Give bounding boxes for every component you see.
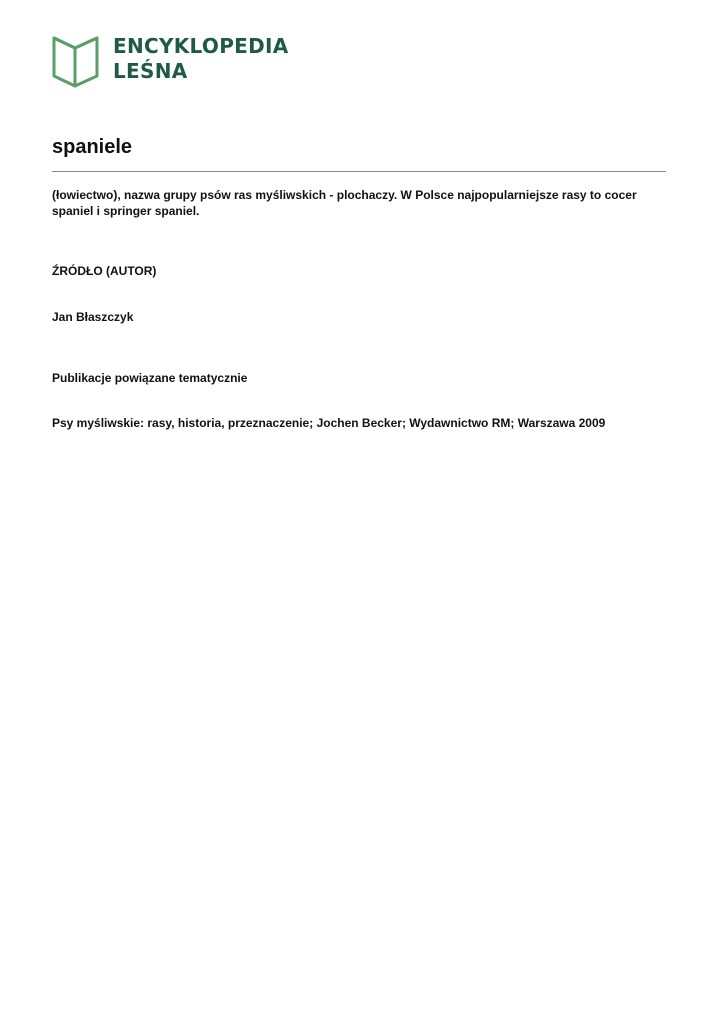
source-author: Jan Błaszczyk: [52, 310, 134, 324]
site-logo: [52, 33, 289, 88]
source-heading: ŹRÓDŁO (AUTOR): [52, 264, 157, 278]
entry-definition: (łowiectwo), nazwa grupy psów ras myśliwskich - plochaczy. W Polsce najpopularniejsze rasy to cocer spaniel i springer spaniel.: [52, 188, 637, 218]
entry-title: spaniele: [52, 136, 133, 158]
related-publications-heading: Publikacje powiązane tematycznie: [52, 371, 248, 385]
book-icon: [52, 33, 99, 88]
title-divider: [52, 171, 666, 172]
related-publication-item: Psy myśliwskie: rasy, historia, przeznaczenie; Jochen Becker; Wydawnictwo RM; Warszawa 2009: [52, 416, 606, 430]
logo-text: [113, 34, 289, 84]
logo-line-1: ENCYKLOPEDIA: [113, 34, 289, 58]
logo-line-2: LEŚNA: [113, 59, 188, 83]
